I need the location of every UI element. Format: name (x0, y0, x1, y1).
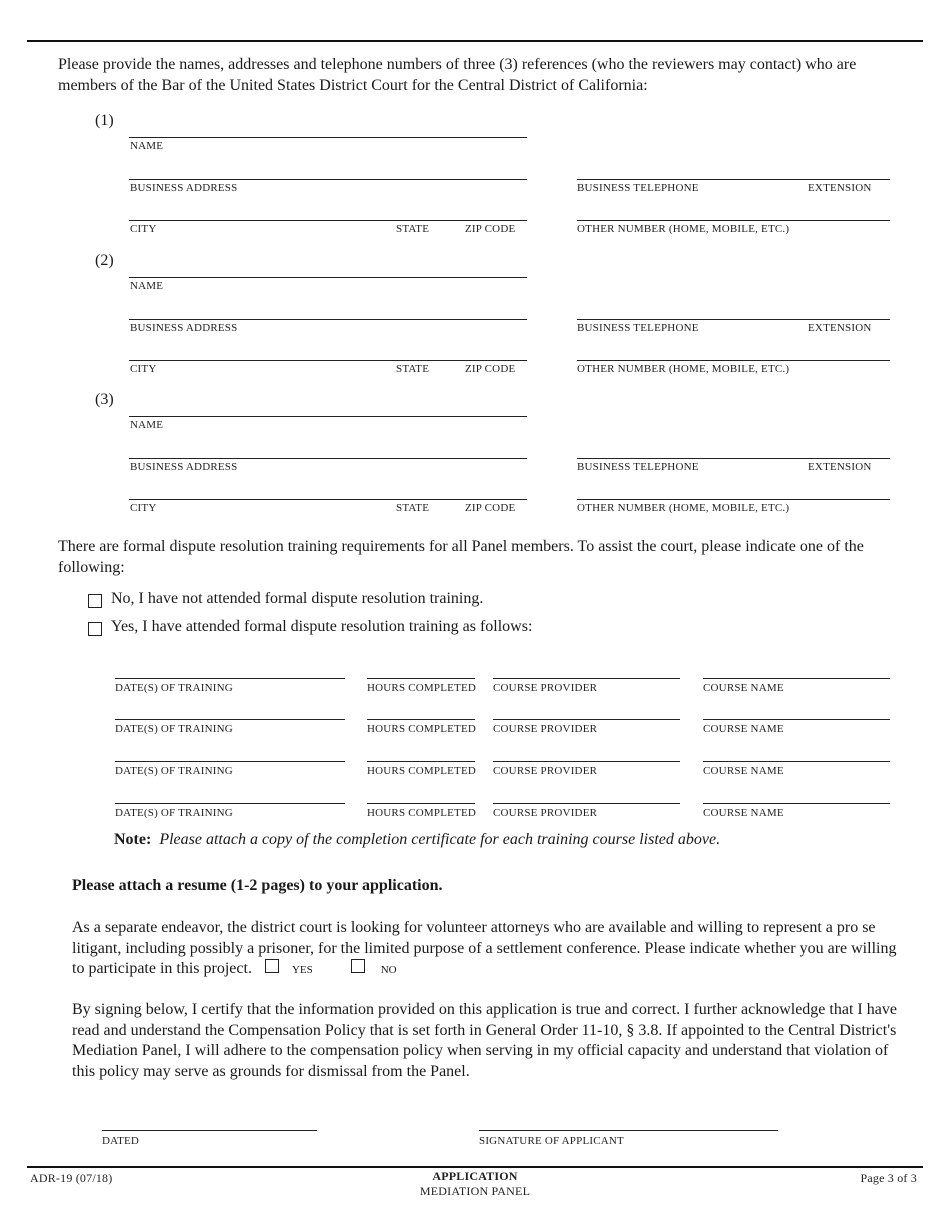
training-provider-label: COURSE PROVIDER (493, 765, 598, 777)
training-provider-line[interactable] (493, 803, 680, 804)
city-label: CITY (130, 223, 157, 235)
business-telephone-label: BUSINESS TELEPHONE (577, 460, 699, 473)
training-course-label: COURSE NAME (703, 723, 784, 735)
other-number-line[interactable] (577, 499, 890, 500)
training-hours-line[interactable] (367, 678, 475, 679)
training-hours-line[interactable] (367, 761, 475, 762)
volunteer-yes-label: YES (291, 964, 313, 976)
training-hours-label: HOURS COMPLETED (367, 682, 477, 694)
volunteer-text (72, 918, 902, 981)
business-telephone-line[interactable] (577, 179, 890, 180)
training-dates-label: DATE(S) OF TRAINING (115, 723, 233, 735)
business-address-line[interactable] (129, 179, 527, 180)
name-label: NAME (130, 280, 164, 292)
business-telephone-line[interactable] (577, 319, 890, 320)
city-state-zip-line[interactable] (129, 220, 527, 221)
training-provider-label: COURSE PROVIDER (493, 723, 598, 735)
training-dates-line[interactable] (115, 719, 345, 720)
training-dates-label: DATE(S) OF TRAINING (115, 682, 233, 694)
dated-line[interactable] (102, 1130, 317, 1131)
footer-title: APPLICATION (432, 1169, 518, 1183)
training-dates-line[interactable] (115, 678, 345, 679)
signature-label: SIGNATURE OF APPLICANT (479, 1135, 624, 1147)
business-telephone-label: BUSINESS TELEPHONE (577, 321, 699, 334)
training-hours-label: HOURS COMPLETED (367, 723, 477, 735)
reference-number: (1) (95, 112, 114, 129)
dated-label: DATED (102, 1135, 140, 1147)
note-text: Please attach a copy of the completion certificate for each training course listed above. (159, 831, 721, 848)
references-intro: Please provide the names, addresses and telephone numbers of three (3) references (who the reviewers may contact) who are members of the Bar of the United States District Court for the Central District of California: (58, 56, 857, 94)
extension-label: EXTENSION (808, 460, 872, 473)
city-label: CITY (130, 502, 157, 514)
zip-label: ZIP CODE (465, 223, 516, 235)
business-address-line[interactable] (129, 458, 527, 459)
business-telephone-label: BUSINESS TELEPHONE (577, 181, 699, 194)
business-address-label: BUSINESS ADDRESS (130, 181, 238, 194)
footer-rule (27, 1166, 923, 1168)
state-label: STATE (396, 502, 430, 514)
note-label: Note: (114, 831, 152, 848)
city-state-zip-line[interactable] (129, 360, 527, 361)
footer-form-id: ADR-19 (07/18) (30, 1171, 113, 1185)
name-line[interactable] (129, 277, 527, 278)
name-line[interactable] (129, 137, 527, 138)
extension-label: EXTENSION (808, 181, 872, 194)
training-hours-line[interactable] (367, 803, 475, 804)
training-provider-line[interactable] (493, 678, 680, 679)
reference-number: (2) (95, 252, 114, 269)
training-provider-label: COURSE PROVIDER (493, 807, 598, 819)
training-dates-label: DATE(S) OF TRAINING (115, 807, 233, 819)
business-telephone-line[interactable] (577, 458, 890, 459)
other-number-label: OTHER NUMBER (HOME, MOBILE, ETC.) (577, 223, 790, 235)
business-address-label: BUSINESS ADDRESS (130, 321, 238, 334)
volunteer-no-checkbox[interactable] (351, 959, 365, 973)
resume-instruction: Please attach a resume (1-2 pages) to your application. (72, 877, 443, 894)
training-hours-line[interactable] (367, 719, 475, 720)
training-note (114, 831, 720, 849)
training-provider-line[interactable] (493, 761, 680, 762)
training-course-label: COURSE NAME (703, 807, 784, 819)
footer-subtitle: MEDIATION PANEL (419, 1184, 531, 1198)
training-yes-checkbox[interactable] (88, 622, 102, 636)
training-yes-label: Yes, I have attended formal dispute resolution training as follows: (111, 618, 533, 635)
name-label: NAME (130, 140, 164, 152)
reference-number: (3) (95, 391, 114, 408)
training-provider-line[interactable] (493, 719, 680, 720)
training-no-label: No, I have not attended formal dispute resolution training. (111, 590, 484, 607)
training-course-label: COURSE NAME (703, 765, 784, 777)
zip-label: ZIP CODE (465, 363, 516, 375)
training-hours-label: HOURS COMPLETED (367, 807, 477, 819)
other-number-label: OTHER NUMBER (HOME, MOBILE, ETC.) (577, 502, 790, 514)
business-address-label: BUSINESS ADDRESS (130, 460, 238, 473)
signature-line[interactable] (479, 1130, 778, 1131)
top-rule (27, 40, 923, 42)
name-label: NAME (130, 419, 164, 431)
training-course-label: COURSE NAME (703, 682, 784, 694)
other-number-line[interactable] (577, 360, 890, 361)
footer-page: Page 3 of 3 (860, 1171, 917, 1185)
city-label: CITY (130, 363, 157, 375)
other-number-label: OTHER NUMBER (HOME, MOBILE, ETC.) (577, 363, 790, 375)
volunteer-yes-checkbox[interactable] (265, 959, 279, 973)
training-course-line[interactable] (703, 761, 890, 762)
training-dates-line[interactable] (115, 803, 345, 804)
training-dates-label: DATE(S) OF TRAINING (115, 765, 233, 777)
city-state-zip-line[interactable] (129, 499, 527, 500)
training-provider-label: COURSE PROVIDER (493, 682, 598, 694)
training-course-line[interactable] (703, 803, 890, 804)
other-number-line[interactable] (577, 220, 890, 221)
volunteer-no-label: NO (380, 964, 397, 976)
volunteer-paragraph: As a separate endeavor, the district court is looking for volunteer attorneys who are available and willing to represent a pro se litigant, including possibly a prisoner, for the limited purpose of a settlement conference. Please indicate whether you are willing to participate in this project. (72, 919, 897, 977)
state-label: STATE (396, 223, 430, 235)
training-dates-line[interactable] (115, 761, 345, 762)
training-intro: There are formal dispute resolution training requirements for all Panel members. To assist the court, please indicate one of the following: (58, 538, 864, 576)
business-address-line[interactable] (129, 319, 527, 320)
state-label: STATE (396, 363, 430, 375)
name-line[interactable] (129, 416, 527, 417)
zip-label: ZIP CODE (465, 502, 516, 514)
certification-text: By signing below, I certify that the information provided on this application is true and correct. I further acknowledge that I have read and understand the Compensation Policy that is set forth in General Order 11-10, § 3.8. If appointed to the Central District's Mediation Panel, I will adhere to the compensation policy when serving in my official capacity and understand that violation of this policy may serve as grounds for dismissal from the Panel. (72, 1001, 897, 1080)
training-no-checkbox[interactable] (88, 594, 102, 608)
training-course-line[interactable] (703, 678, 890, 679)
extension-label: EXTENSION (808, 321, 872, 334)
training-course-line[interactable] (703, 719, 890, 720)
training-hours-label: HOURS COMPLETED (367, 765, 477, 777)
